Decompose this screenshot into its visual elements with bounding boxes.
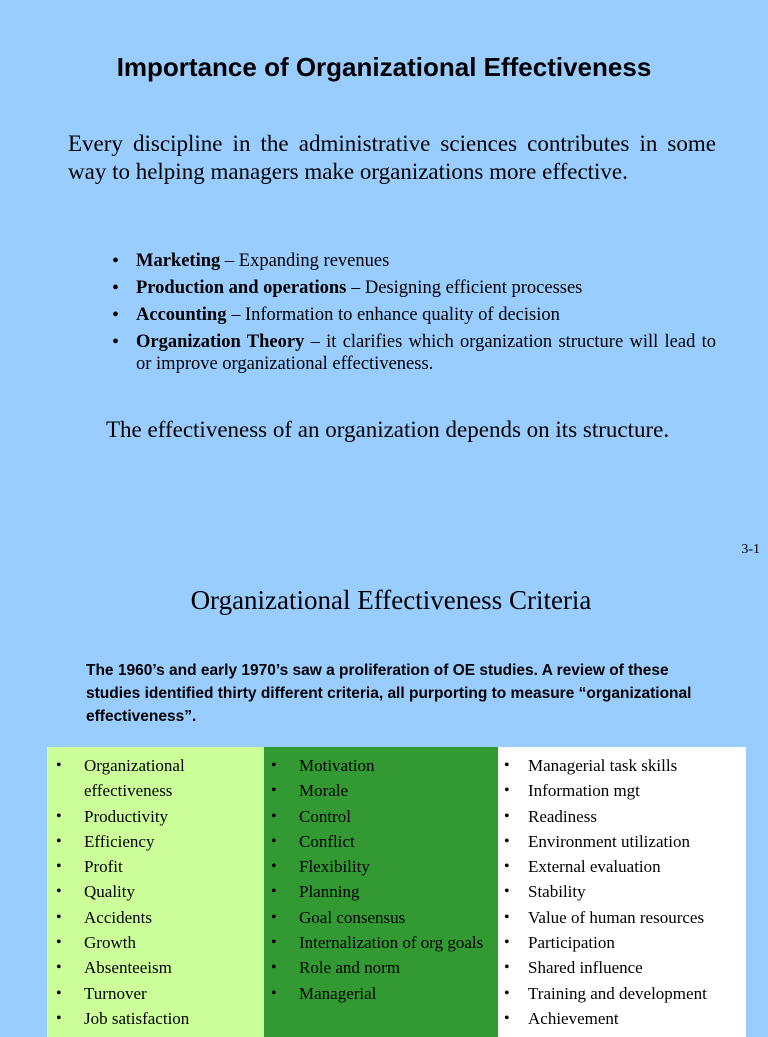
criteria-text: Managerial task skills [528, 756, 678, 775]
criteria-text: External evaluation [528, 857, 661, 877]
criteria-text: Value of human resources [528, 907, 705, 927]
discipline-desc: – Designing efficient processes [346, 278, 583, 298]
bullet-icon: • [504, 807, 510, 825]
criteria-item [47, 930, 264, 955]
criteria-item [498, 778, 746, 803]
bullet-icon: • [271, 807, 277, 825]
criteria-item [47, 955, 264, 980]
discipline-desc: – it clarifies which organization structure will lead to or improve organizational effectiveness. [136, 332, 716, 374]
bullet-icon: • [56, 959, 62, 977]
criteria-item [47, 854, 264, 879]
criteria-item [264, 804, 498, 829]
criteria-text: Turnover [84, 983, 147, 1003]
bullet-icon: • [271, 934, 277, 952]
bullet-icon: • [504, 858, 510, 876]
criteria-item [264, 905, 498, 930]
criteria-column-3 [498, 747, 746, 1037]
discipline-term: Marketing [136, 251, 221, 271]
bullet-icon: • [56, 832, 62, 850]
criteria-item [264, 753, 498, 778]
bullet-icon: • [271, 883, 277, 901]
intro-paragraph: Every discipline in the administrative sciences contributes in some way to helping managers make organizations more effective. [68, 131, 716, 184]
criteria-item [47, 829, 264, 854]
bullet-icon: • [56, 757, 62, 774]
criteria-text: Conflict [299, 831, 355, 851]
slide-title: Importance of Organizational Effectiveness [116, 52, 652, 82]
discipline-term: Organization Theory [136, 332, 305, 352]
criteria-text: Job satisfaction [84, 1008, 190, 1028]
criteria-item [498, 905, 746, 930]
criteria-table [47, 747, 746, 1037]
bullet-icon: • [56, 984, 62, 1002]
discipline-desc: – Information to enhance quality of decision [226, 305, 560, 325]
bullet-icon: • [504, 934, 510, 952]
criteria-text: Information mgt [528, 781, 640, 801]
criteria-item [498, 981, 746, 1006]
list-item [110, 304, 716, 326]
criteria-intro: The 1960’s and early 1970’s saw a proliferation of OE studies. A review of these studies identified thirty different criteria, all purporting to measure “organizational effectiveness”. [86, 662, 692, 725]
list-item [110, 250, 716, 272]
bullet-icon: • [504, 883, 510, 901]
bullet-icon: • [271, 959, 277, 977]
criteria-text: Planning [299, 882, 360, 902]
criteria-item [498, 829, 746, 854]
criteria-text: Participation [528, 933, 615, 953]
bullet-icon: • [271, 984, 277, 1002]
bullet-icon: • [271, 908, 277, 926]
criteria-text: Flexibility [299, 857, 370, 877]
list-item [110, 277, 716, 299]
criteria-text: Stability [528, 882, 586, 902]
bullet-icon: • [271, 757, 277, 774]
criteria-text: Training and development [528, 983, 707, 1003]
criteria-item [498, 955, 746, 980]
criteria-text: Goal consensus [299, 907, 406, 927]
bullet-icon: • [504, 782, 510, 800]
criteria-item [264, 955, 498, 980]
bullet-icon: • [56, 908, 62, 926]
criteria-text: Quality [84, 882, 135, 902]
criteria-item [498, 879, 746, 904]
list-item [110, 331, 716, 375]
criteria-text: Efficiency [84, 831, 155, 851]
criteria-column-2 [264, 747, 498, 1037]
bullet-icon: • [271, 832, 277, 850]
bullet-icon: • [504, 1009, 510, 1027]
criteria-text: Profit [84, 857, 123, 877]
criteria-text: Managerial [299, 983, 377, 1003]
criteria-text: Control [299, 806, 351, 826]
discipline-list [110, 250, 716, 380]
criteria-text: Accidents [84, 907, 152, 927]
bullet-icon: • [112, 331, 120, 353]
criteria-title: Organizational Effectiveness Criteria [190, 585, 592, 615]
criteria-item [47, 981, 264, 1006]
bullet-icon: • [56, 934, 62, 952]
criteria-text: Absenteeism [84, 958, 172, 978]
criteria-item [47, 753, 264, 804]
criteria-item [47, 879, 264, 904]
discipline-term: Production and operations [136, 278, 347, 298]
criteria-text: Morale [299, 781, 349, 801]
bullet-icon: • [112, 250, 120, 272]
criteria-item [264, 879, 498, 904]
criteria-item [264, 930, 498, 955]
bullet-icon: • [112, 304, 120, 326]
criteria-item [498, 804, 746, 829]
criteria-item [47, 1006, 264, 1031]
criteria-item [264, 829, 498, 854]
criteria-text: Internalization of org goals [299, 933, 484, 953]
bullet-icon: • [271, 858, 277, 876]
discipline-desc: – Expanding revenues [220, 251, 390, 271]
bullet-icon: • [504, 959, 510, 977]
criteria-text: Achievement [528, 1008, 619, 1028]
criteria-item [47, 905, 264, 930]
criteria-text: Environment utilization [528, 831, 690, 851]
bullet-icon: • [271, 782, 277, 800]
criteria-item [47, 804, 264, 829]
criteria-text: Growth [84, 933, 136, 953]
criteria-text: Productivity [84, 806, 169, 826]
bullet-icon: • [56, 883, 62, 901]
criteria-item [264, 981, 498, 1006]
criteria-item [498, 930, 746, 955]
bullet-icon: • [504, 984, 510, 1002]
bullet-icon: • [56, 858, 62, 876]
bullet-icon: • [504, 757, 510, 774]
bullet-icon: • [56, 807, 62, 825]
criteria-item [498, 854, 746, 879]
criteria-text: Organizational effectiveness [84, 756, 185, 801]
bullet-icon: • [504, 908, 510, 926]
criteria-text: Shared influence [528, 958, 643, 978]
bullet-icon: • [504, 832, 510, 850]
bullet-icon: • [112, 277, 120, 299]
criteria-item [498, 1006, 746, 1031]
discipline-term: Accounting [136, 305, 227, 325]
criteria-column-1 [47, 747, 264, 1037]
criteria-item [264, 854, 498, 879]
criteria-item [264, 778, 498, 803]
criteria-item [498, 753, 746, 778]
criteria-text: Readiness [528, 806, 597, 826]
criteria-text: Role and norm [299, 958, 401, 978]
bullet-icon: • [56, 1009, 62, 1027]
criteria-text: Motivation [299, 756, 375, 775]
conclusion-paragraph: The effectiveness of an organization depends on its structure. [106, 417, 670, 442]
page-number: 3-1 [741, 542, 760, 557]
